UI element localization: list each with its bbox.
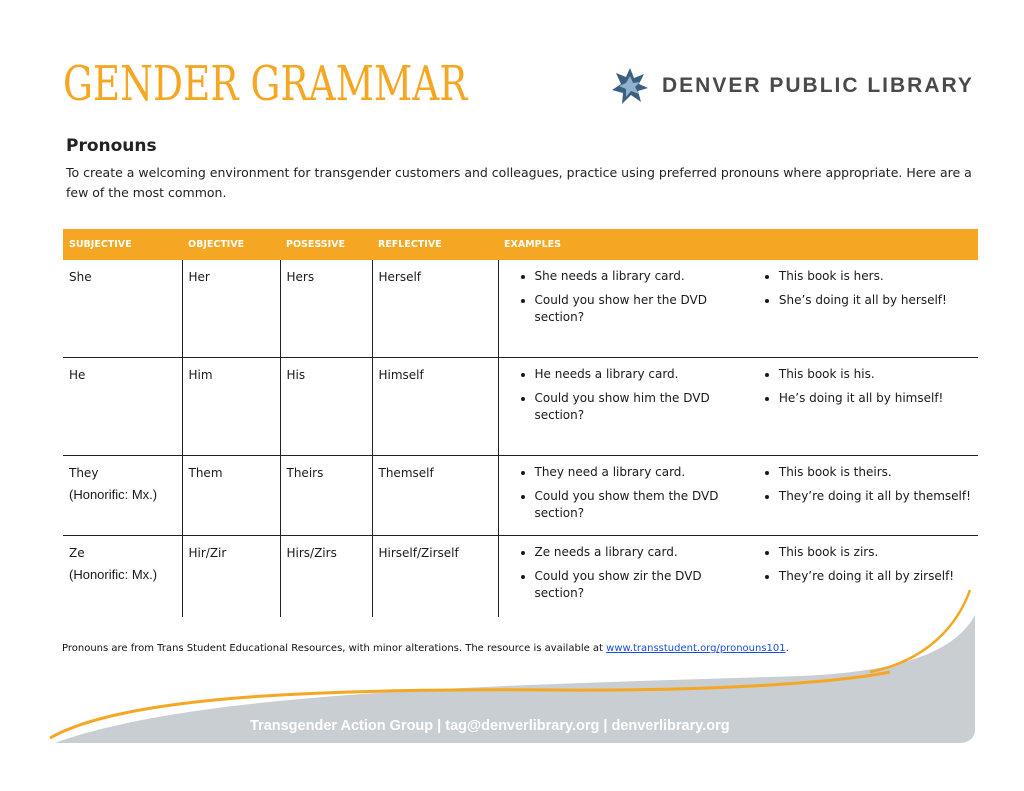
table-row (63, 358, 978, 456)
subjective-text: He (69, 368, 86, 382)
cell-possessive: Hirs/Zirs (280, 536, 372, 618)
cell-possessive: Hers (280, 260, 372, 358)
pronoun-table (63, 229, 978, 617)
cell-reflective: Himself (372, 358, 498, 456)
honorific-text: (Honorific: Mx.) (69, 567, 158, 582)
list-item: • This book is hers. (779, 268, 972, 285)
table-header-row (63, 229, 978, 260)
footer-wave-graphic (0, 580, 1024, 780)
cell-possessive: His (280, 358, 372, 456)
cell-reflective: Hirself/Zirself (372, 536, 498, 618)
header-examples: EXAMPLES (498, 229, 978, 260)
list-item: • She’s doing it all by herself! (779, 292, 972, 309)
header-objective: OBJECTIVE (182, 229, 280, 260)
honorific-text: (Honorific: Mx.) (69, 487, 158, 502)
cell-objective: Her (182, 260, 280, 358)
intro-paragraph: To create a welcoming environment for transgender customers and colleagues, practice using preferred pronouns where appropriate. Here are a few of the most common. (66, 165, 972, 200)
header-possessive: POSESSIVE (280, 229, 372, 260)
examples-list-left (505, 268, 749, 333)
cell-subjective (63, 260, 182, 358)
header-subjective: SUBJECTIVE (63, 229, 182, 260)
cell-reflective: Themself (372, 456, 498, 536)
cell-examples (498, 358, 978, 456)
subjective-text: She (69, 270, 92, 284)
library-logo[interactable] (610, 66, 974, 106)
section-heading: Pronouns (66, 136, 157, 156)
cell-subjective (63, 456, 182, 536)
list-item: • Could you show them the DVD section? (535, 488, 749, 522)
document-title: GENDER GRAMMAR (63, 56, 468, 112)
cell-possessive: Theirs (280, 456, 372, 536)
footnote-end: . (785, 643, 789, 654)
list-item: • This book is zirs. (779, 544, 972, 561)
list-item: • They’re doing it all by zirself! (779, 568, 972, 585)
cell-objective: Hir/Zir (182, 536, 280, 618)
examples-list-right (749, 268, 972, 333)
list-item: • They’re doing it all by themself! (779, 488, 972, 505)
list-item: • He’s doing it all by himself! (779, 390, 972, 407)
footer-contact: Transgender Action Group | tag@denverlibrary.org | denverlibrary.org (250, 718, 730, 734)
list-item: • They need a library card. (535, 464, 749, 481)
list-item: • He needs a library card. (535, 366, 749, 383)
cell-reflective: Herself (372, 260, 498, 358)
list-item: • Could you show him the DVD section? (535, 390, 749, 424)
list-item: • Could you show her the DVD section? (535, 292, 749, 326)
list-item: • She needs a library card. (535, 268, 749, 285)
cell-examples (498, 456, 978, 536)
footnote-text: Pronouns are from Trans Student Educational Resources, with minor alterations. The resource is available at (62, 643, 607, 654)
source-link[interactable]: www.transstudent.org/pronouns101 (606, 643, 786, 654)
cell-objective: Him (182, 358, 280, 456)
examples-list-left (505, 464, 749, 529)
list-item: • Ze needs a library card. (535, 544, 749, 561)
header-reflective: REFLECTIVE (372, 229, 498, 260)
cell-examples (498, 260, 978, 358)
examples-list-right (749, 366, 972, 431)
list-item: • This book is theirs. (779, 464, 972, 481)
table-row (63, 456, 978, 536)
source-footnote (62, 643, 789, 654)
subjective-text: They (69, 466, 99, 480)
cell-objective: Them (182, 456, 280, 536)
subjective-text: Ze (69, 546, 85, 560)
list-item: • Could you show zir the DVD section? (535, 568, 749, 602)
table-row (63, 260, 978, 358)
examples-list-left (505, 366, 749, 431)
cell-subjective (63, 358, 182, 456)
logo-text: DENVER PUBLIC LIBRARY (662, 74, 974, 97)
list-item: • This book is his. (779, 366, 972, 383)
star-logo-icon (610, 66, 650, 106)
examples-list-right (749, 464, 972, 529)
